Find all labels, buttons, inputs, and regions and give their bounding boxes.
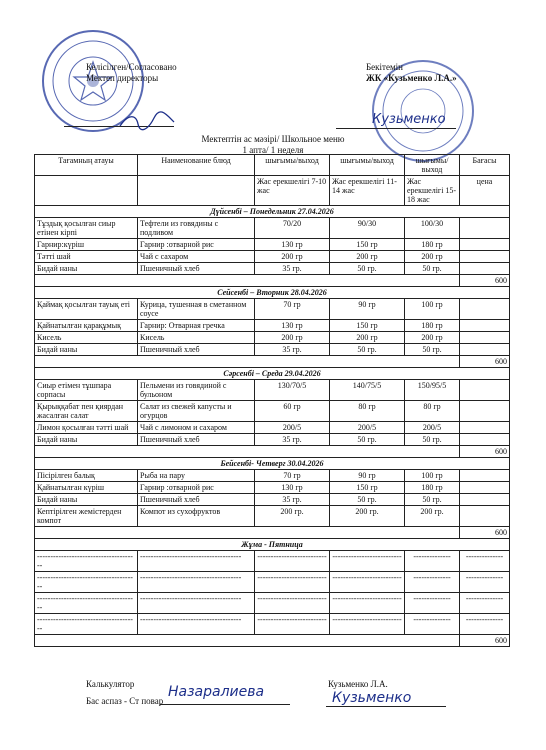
approval-left-line1: Келісілген/Согласовано xyxy=(86,62,177,72)
price-cell xyxy=(460,482,510,494)
portion-11-14: 150 гр xyxy=(330,320,405,332)
dish-name-ru: Гарнир :отварной рис xyxy=(138,482,255,494)
footer-right-signature-line xyxy=(326,706,446,707)
dish-name-kk: Бидай наны xyxy=(35,344,138,356)
dish-name-ru: Рыба на пару xyxy=(138,470,255,482)
dish-name-kk: Қырыққабат пен қиярдан жасалған салат xyxy=(35,401,138,422)
approval-right-signature: Кузьменко xyxy=(372,112,446,127)
dish-name-ru: Гарнир :отварной рис xyxy=(138,239,255,251)
column-header: Наименование блюд xyxy=(138,155,255,176)
footer-right-name: Кузьменко Л.А. xyxy=(328,679,388,689)
dish-name-ru: Чай с лимоном и сахаром xyxy=(138,422,255,434)
day-price-row xyxy=(35,446,510,458)
portion-11-14: 90 гр xyxy=(330,299,405,320)
price-cell: -------------- xyxy=(460,593,510,614)
table-row xyxy=(35,434,510,446)
price-cell xyxy=(460,506,510,527)
menu-title-line2: 1 апта/ 1 неделя xyxy=(242,145,304,155)
table-row xyxy=(35,614,510,635)
price-cell xyxy=(460,401,510,422)
footer-left xyxy=(86,679,163,707)
dish-name-kk: -------------------------------------- xyxy=(35,572,138,593)
portion-11-14: 50 гр. xyxy=(330,344,405,356)
portion-15-18: 200 гр xyxy=(405,251,460,263)
dish-name-ru: Кисель xyxy=(138,332,255,344)
portion-15-18: -------------- xyxy=(405,572,460,593)
portion-15-18: 100/30 xyxy=(405,218,460,239)
table-row xyxy=(35,320,510,332)
dish-name-ru: Гарнир: Отварная гречка xyxy=(138,320,255,332)
portion-7-10: 35 гр. xyxy=(255,494,330,506)
dish-name-ru: Тефтели из говядины с подливом xyxy=(138,218,255,239)
table-row xyxy=(35,593,510,614)
day-price-spacer xyxy=(35,356,460,368)
portion-15-18: -------------- xyxy=(405,551,460,572)
day-price-total: 600 xyxy=(460,275,510,287)
footer-chef-signature: Назаралиева xyxy=(168,684,265,700)
portion-15-18: 200/5 xyxy=(405,422,460,434)
day-header-row xyxy=(35,458,510,470)
table-row xyxy=(35,239,510,251)
approval-left xyxy=(86,62,177,84)
portion-15-18: 50 гр. xyxy=(405,434,460,446)
table-row xyxy=(35,470,510,482)
portion-15-18: -------------- xyxy=(405,614,460,635)
column-subheader: цена xyxy=(460,176,510,206)
dish-name-ru: Пшеничный хлеб xyxy=(138,263,255,275)
table-row xyxy=(35,332,510,344)
day-price-row xyxy=(35,527,510,539)
table-row xyxy=(35,251,510,263)
portion-15-18: 150/95/5 xyxy=(405,380,460,401)
day-price-spacer xyxy=(35,446,460,458)
dish-name-ru: -------------------------------------- xyxy=(138,593,255,614)
portion-7-10: 35 гр. xyxy=(255,434,330,446)
portion-15-18: 80 гр xyxy=(405,401,460,422)
dish-name-kk: Пісірілген балық xyxy=(35,470,138,482)
day-price-total: 600 xyxy=(460,356,510,368)
day-header-row xyxy=(35,539,510,551)
column-header: Бағасы xyxy=(460,155,510,176)
table-row xyxy=(35,506,510,527)
dish-name-ru: Пшеничный хлеб xyxy=(138,494,255,506)
portion-11-14: 200 гр. xyxy=(330,506,405,527)
dish-name-kk: Бидай наны xyxy=(35,263,138,275)
day-price-total: 600 xyxy=(460,527,510,539)
dish-name-kk: Кисель xyxy=(35,332,138,344)
day-price-row xyxy=(35,356,510,368)
portion-7-10: 60 гр xyxy=(255,401,330,422)
footer-right-signature: Кузьменко xyxy=(332,690,412,706)
approval-right-signature-line xyxy=(336,128,456,129)
portion-11-14: -------------------------- xyxy=(330,551,405,572)
table-row xyxy=(35,299,510,320)
dish-name-kk: Гарнир:күріш xyxy=(35,239,138,251)
portion-7-10: 200 гр xyxy=(255,332,330,344)
table-row xyxy=(35,482,510,494)
portion-15-18: 180 гр xyxy=(405,239,460,251)
portion-15-18: 180 гр xyxy=(405,320,460,332)
portion-11-14: 150 гр xyxy=(330,482,405,494)
table-row xyxy=(35,422,510,434)
table-row xyxy=(35,344,510,356)
price-cell xyxy=(460,218,510,239)
portion-7-10: 200 гр. xyxy=(255,506,330,527)
dish-name-ru: Чай с сахаром xyxy=(138,251,255,263)
dish-name-kk: Тұздық қосылған сиыр етінен кірпі xyxy=(35,218,138,239)
day-price-row xyxy=(35,635,510,647)
approval-right xyxy=(366,62,457,84)
column-subheader: Жас ерекшелігі 7-10 жас xyxy=(255,176,330,206)
portion-11-14: 200 гр xyxy=(330,251,405,263)
day-title: Сәрсенбі – Среда 29.04.2026 xyxy=(35,368,510,380)
table-row xyxy=(35,401,510,422)
portion-7-10: -------------------------- xyxy=(255,572,330,593)
portion-15-18: 50 гр. xyxy=(405,344,460,356)
portion-7-10: 200 гр xyxy=(255,251,330,263)
approval-right-line1: Бекітемін xyxy=(366,62,403,72)
dish-name-ru: -------------------------------------- xyxy=(138,551,255,572)
day-price-spacer xyxy=(35,527,460,539)
footer-chef-label: Бас аспаз - Ст повар xyxy=(86,696,164,706)
dish-name-ru: Пшеничный хлеб xyxy=(138,344,255,356)
table-row xyxy=(35,551,510,572)
portion-7-10: 130 гр xyxy=(255,482,330,494)
price-cell xyxy=(460,422,510,434)
table-row xyxy=(35,380,510,401)
dish-name-kk: Қайнатылған күріш xyxy=(35,482,138,494)
day-header-row xyxy=(35,287,510,299)
price-cell xyxy=(460,470,510,482)
price-cell xyxy=(460,299,510,320)
dish-name-ru: -------------------------------------- xyxy=(138,572,255,593)
portion-11-14: 200/5 xyxy=(330,422,405,434)
table-row xyxy=(35,263,510,275)
portion-11-14: -------------------------- xyxy=(330,593,405,614)
dish-name-kk: Бидай наны xyxy=(35,494,138,506)
price-cell xyxy=(460,494,510,506)
column-subheader: Жас ерекшелігі 11-14 жас xyxy=(330,176,405,206)
portion-7-10: -------------------------- xyxy=(255,614,330,635)
menu-table xyxy=(34,154,510,647)
dish-name-ru: -------------------------------------- xyxy=(138,614,255,635)
portion-7-10: 70/20 xyxy=(255,218,330,239)
dish-name-kk: -------------------------------------- xyxy=(35,614,138,635)
portion-11-14: 140/75/5 xyxy=(330,380,405,401)
column-header: шығымы/выход xyxy=(330,155,405,176)
portion-7-10: 70 гр xyxy=(255,470,330,482)
price-cell xyxy=(460,434,510,446)
portion-15-18: 100 гр xyxy=(405,470,460,482)
portion-7-10: 130 гр xyxy=(255,320,330,332)
price-cell xyxy=(460,332,510,344)
day-price-total: 600 xyxy=(460,635,510,647)
dish-name-kk: -------------------------------------- xyxy=(35,593,138,614)
portion-11-14: 50 гр. xyxy=(330,434,405,446)
day-title: Жұма - Пятница xyxy=(35,539,510,551)
portion-11-14: 200 гр xyxy=(330,332,405,344)
price-cell xyxy=(460,251,510,263)
dish-name-ru: Салат из свежей капусты и огурцов xyxy=(138,401,255,422)
dish-name-kk: Сиыр етімен тұшпара сорпасы xyxy=(35,380,138,401)
portion-11-14: 50 гр. xyxy=(330,494,405,506)
column-header: Тағамның атауы xyxy=(35,155,138,176)
director-signature-scribble xyxy=(118,110,178,132)
dish-name-kk: -------------------------------------- xyxy=(35,551,138,572)
portion-11-14: 50 гр. xyxy=(330,263,405,275)
price-cell xyxy=(460,380,510,401)
portion-7-10: 70 гр xyxy=(255,299,330,320)
portion-11-14: 90/30 xyxy=(330,218,405,239)
table-header-row xyxy=(35,155,510,176)
price-cell xyxy=(460,344,510,356)
day-header-row xyxy=(35,206,510,218)
day-price-total: 600 xyxy=(460,446,510,458)
portion-7-10: 130/70/5 xyxy=(255,380,330,401)
portion-7-10: 35 гр. xyxy=(255,344,330,356)
price-cell: -------------- xyxy=(460,551,510,572)
dish-name-ru: Пшеничный хлеб xyxy=(138,434,255,446)
day-title: Дүйсенбі – Понедельник 27.04.2026 xyxy=(35,206,510,218)
dish-name-kk: Бидай наны xyxy=(35,434,138,446)
portion-15-18: 180 гр xyxy=(405,482,460,494)
price-cell xyxy=(460,320,510,332)
column-header: шығымы/ выход xyxy=(405,155,460,176)
portion-7-10: 200/5 xyxy=(255,422,330,434)
price-cell xyxy=(460,263,510,275)
portion-7-10: 35 гр. xyxy=(255,263,330,275)
portion-7-10: -------------------------- xyxy=(255,551,330,572)
day-title: Сейсенбі – Вторник 28.04.2026 xyxy=(35,287,510,299)
dish-name-kk: Кептірілген жемістерден компот xyxy=(35,506,138,527)
price-cell xyxy=(460,239,510,251)
menu-title-line1: Мектептін ас мәзірі/ Школьное меню xyxy=(201,134,345,144)
portion-7-10: 130 гр xyxy=(255,239,330,251)
table-row xyxy=(35,572,510,593)
column-subheader xyxy=(35,176,138,206)
dish-name-ru: Компот из сухофруктов xyxy=(138,506,255,527)
portion-15-18: 200 гр. xyxy=(405,506,460,527)
dish-name-kk: Тәтті шай xyxy=(35,251,138,263)
portion-11-14: -------------------------- xyxy=(330,614,405,635)
footer-left-signature-line xyxy=(160,704,290,705)
table-subheader-row xyxy=(35,176,510,206)
price-cell: -------------- xyxy=(460,614,510,635)
price-cell: -------------- xyxy=(460,572,510,593)
table-row xyxy=(35,494,510,506)
menu-table-body xyxy=(35,155,510,647)
day-price-spacer xyxy=(35,635,460,647)
day-header-row xyxy=(35,368,510,380)
day-title: Бейсенбі- Четверг 30.04.2026 xyxy=(35,458,510,470)
approval-left-line2: Мектеп директоры xyxy=(86,73,159,83)
portion-15-18: 50 гр. xyxy=(405,263,460,275)
column-subheader xyxy=(138,176,255,206)
dish-name-kk: Қаймақ қосылған тауық еті xyxy=(35,299,138,320)
portion-11-14: 90 гр xyxy=(330,470,405,482)
approval-left-signature xyxy=(118,110,178,136)
column-subheader: Жас ерекшелігі 15-18 жас xyxy=(405,176,460,206)
dish-name-kk: Қайнатылған қарақұмық xyxy=(35,320,138,332)
dish-name-kk: Лимон қосылған тәтті шай xyxy=(35,422,138,434)
menu-title xyxy=(0,134,546,156)
portion-11-14: 150 гр xyxy=(330,239,405,251)
portion-15-18: 200 гр xyxy=(405,332,460,344)
approval-right-line2: ЖК «Кузьменко Л.А.» xyxy=(366,73,457,83)
portion-7-10: -------------------------- xyxy=(255,593,330,614)
column-header: шығымы/выход xyxy=(255,155,330,176)
portion-15-18: 50 гр. xyxy=(405,494,460,506)
dish-name-ru: Курица, тушенная в сметанном соусе xyxy=(138,299,255,320)
portion-11-14: -------------------------- xyxy=(330,572,405,593)
portion-15-18: 100 гр xyxy=(405,299,460,320)
day-price-row xyxy=(35,275,510,287)
footer-calculator-label: Калькулятор xyxy=(86,679,135,689)
table-row xyxy=(35,218,510,239)
portion-15-18: -------------- xyxy=(405,593,460,614)
dish-name-ru: Пельмени из говядиной с бульоном xyxy=(138,380,255,401)
day-price-spacer xyxy=(35,275,460,287)
portion-11-14: 80 гр xyxy=(330,401,405,422)
